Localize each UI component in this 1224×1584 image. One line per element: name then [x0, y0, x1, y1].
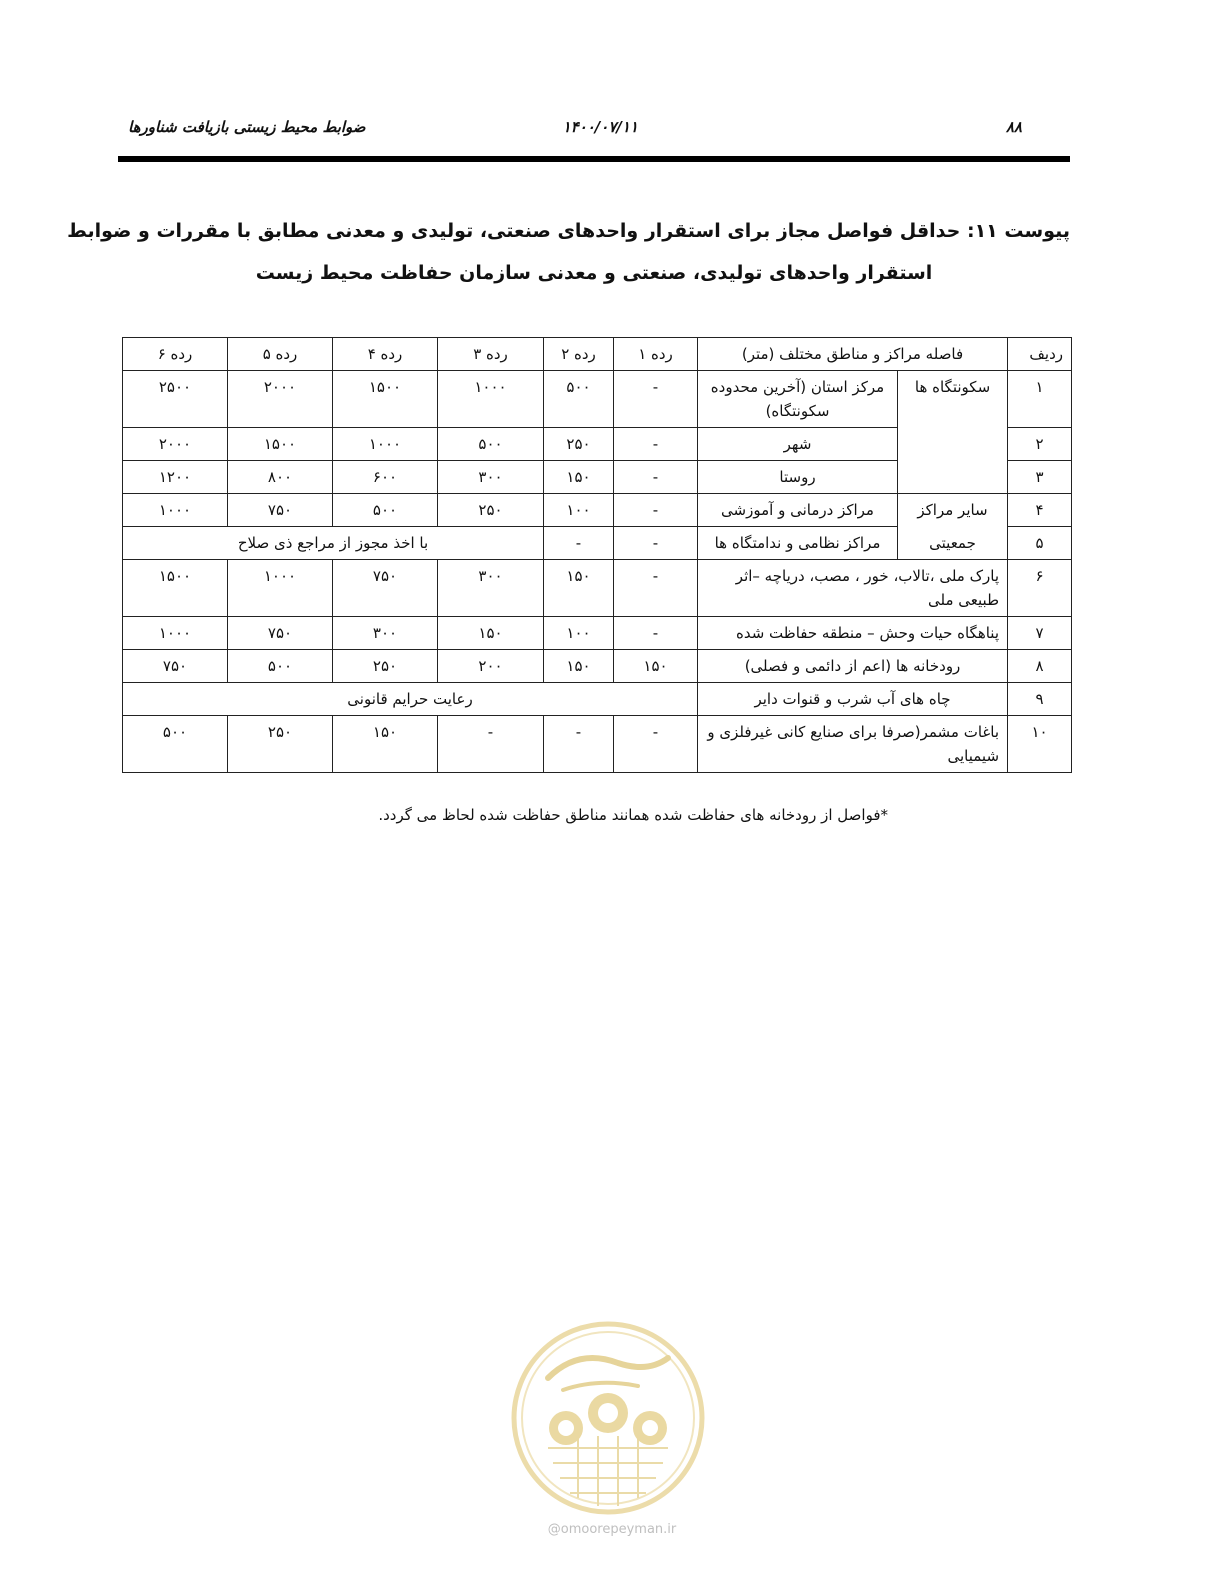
- merged-cell: با اخذ مجوز از مراجع ذی صلاح: [123, 527, 544, 560]
- header-class-2: رده ۲: [544, 338, 614, 371]
- row-number: ۳: [1008, 461, 1072, 494]
- table-header-row: [123, 338, 1072, 371]
- cell-class-1: -: [614, 560, 698, 617]
- cell-class-4: ۶۰۰: [333, 461, 438, 494]
- page-header: [118, 112, 1070, 146]
- table-row: [123, 560, 1072, 617]
- header-class-1: رده ۱: [614, 338, 698, 371]
- cell-class-5: ۸۰۰: [228, 461, 333, 494]
- table-footnote: *فواصل از رودخانه های حفاظت شده همانند مناطق حفاظت شده لحاظ می گردد.: [378, 806, 888, 824]
- cell-class-3: ۵۰۰: [438, 428, 544, 461]
- row-number: ۲: [1008, 428, 1072, 461]
- header-class-4: رده ۴: [333, 338, 438, 371]
- cell-class-4: ۳۰۰: [333, 617, 438, 650]
- row-label: مراکز نظامی و ندامتگاه ها: [698, 527, 898, 560]
- cell-class-5: ۱۵۰۰: [228, 428, 333, 461]
- cell-class-1: -: [614, 494, 698, 527]
- cell-class-2: ۱۰۰: [544, 617, 614, 650]
- header-row-number: ردیف: [1008, 338, 1072, 371]
- table-row: [123, 716, 1072, 773]
- table-row: [123, 371, 1072, 428]
- cell-class-3: ۱۰۰۰: [438, 371, 544, 428]
- cell-class-5: ۷۵۰: [228, 617, 333, 650]
- cell-class-2: ۱۰۰: [544, 494, 614, 527]
- group-settlements: سکونتگاه ها: [898, 371, 1008, 494]
- row-label: پناهگاه حیات وحش – منطقه حفاظت شده: [698, 617, 1008, 650]
- appendix-title-line-1: پیوست ۱۱: حداقل فواصل مجاز برای استقرار واحدهای صنعتی، تولیدی و معدنی مطابق با مقررات و ضوابط: [67, 220, 1070, 242]
- page-number: ۸۸: [1005, 118, 1022, 136]
- cell-class-2: ۱۵۰: [544, 650, 614, 683]
- cell-class-1: -: [614, 527, 698, 560]
- cell-class-4: ۱۵۰: [333, 716, 438, 773]
- cell-class-1: -: [614, 617, 698, 650]
- table-row: [123, 617, 1072, 650]
- row-number: ۹: [1008, 683, 1072, 716]
- cell-class-1: -: [614, 371, 698, 428]
- row-label: باغات مشمر(صرفا برای صنایع کانی غیرفلزی و شیمیایی: [698, 716, 1008, 773]
- cell-class-2: ۵۰۰: [544, 371, 614, 428]
- row-number: ۷: [1008, 617, 1072, 650]
- cell-class-3: -: [438, 716, 544, 773]
- row-number: ۴: [1008, 494, 1072, 527]
- cell-class-3: ۲۰۰: [438, 650, 544, 683]
- cell-class-3: ۲۵۰: [438, 494, 544, 527]
- row-label: رودخانه ها (اعم از دائمی و فصلی): [698, 650, 1008, 683]
- cell-class-6: ۷۵۰: [123, 650, 228, 683]
- cell-class-3: ۱۵۰: [438, 617, 544, 650]
- watermark-logo-icon: [508, 1318, 708, 1518]
- cell-class-5: ۲۰۰۰: [228, 371, 333, 428]
- header-class-6: رده ۶: [123, 338, 228, 371]
- row-number: ۵: [1008, 527, 1072, 560]
- row-label: چاه های آب شرب و قنوات دایر: [698, 683, 1008, 716]
- header-distance: فاصله مراکز و مناطق مختلف (متر): [698, 338, 1008, 371]
- row-number: ۱: [1008, 371, 1072, 428]
- row-label: شهر: [698, 428, 898, 461]
- cell-class-1: -: [614, 716, 698, 773]
- row-label: پارک ملی ،تالاب، خور ، مصب، دریاچه –اثر طبیعی ملی: [698, 560, 1008, 617]
- cell-class-6: ۲۵۰۰: [123, 371, 228, 428]
- cell-class-6: ۱۵۰۰: [123, 560, 228, 617]
- cell-class-6: ۵۰۰: [123, 716, 228, 773]
- appendix-title-line-2: استقرار واحدهای تولیدی، صنعتی و معدنی سازمان حفاظت محیط زیست: [255, 262, 933, 284]
- cell-class-4: ۱۰۰۰: [333, 428, 438, 461]
- watermark-url: @omoorepeyman.ir: [547, 1522, 677, 1537]
- row-number: ۱۰: [1008, 716, 1072, 773]
- cell-class-4: ۱۵۰۰: [333, 371, 438, 428]
- cell-class-2: -: [544, 527, 614, 560]
- row-label: روستا: [698, 461, 898, 494]
- cell-class-1: ۱۵۰: [614, 650, 698, 683]
- cell-class-4: ۷۵۰: [333, 560, 438, 617]
- cell-class-2: ۱۵۰: [544, 560, 614, 617]
- cell-class-5: ۷۵۰: [228, 494, 333, 527]
- row-number: ۶: [1008, 560, 1072, 617]
- cell-class-5: ۲۵۰: [228, 716, 333, 773]
- cell-class-3: ۳۰۰: [438, 461, 544, 494]
- cell-class-1: -: [614, 428, 698, 461]
- cell-class-6: ۱۰۰۰: [123, 494, 228, 527]
- row-number: ۸: [1008, 650, 1072, 683]
- document-title: ضوابط محیط زیستی بازیافت شناورها: [128, 118, 366, 136]
- header-class-3: رده ۳: [438, 338, 544, 371]
- table-row: [123, 683, 1072, 716]
- header-date: ۱۴۰۰/۰۷/۱۱: [562, 118, 638, 136]
- cell-class-2: -: [544, 716, 614, 773]
- table-row: [123, 494, 1072, 527]
- cell-class-3: ۳۰۰: [438, 560, 544, 617]
- cell-class-5: ۱۰۰۰: [228, 560, 333, 617]
- merged-cell: رعایت حرایم قانونی: [123, 683, 698, 716]
- header-rule: [118, 156, 1070, 162]
- cell-class-4: ۵۰۰: [333, 494, 438, 527]
- cell-class-6: ۱۰۰۰: [123, 617, 228, 650]
- header-class-5: رده ۵: [228, 338, 333, 371]
- cell-class-5: ۵۰۰: [228, 650, 333, 683]
- row-label: مراکز درمانی و آموزشی: [698, 494, 898, 527]
- cell-class-6: ۱۲۰۰: [123, 461, 228, 494]
- group-other-centers-1: سایر مراکز: [898, 494, 1008, 527]
- distance-table: [122, 337, 1072, 773]
- cell-class-6: ۲۰۰۰: [123, 428, 228, 461]
- table-row: [123, 650, 1072, 683]
- cell-class-1: -: [614, 461, 698, 494]
- cell-class-4: ۲۵۰: [333, 650, 438, 683]
- cell-class-2: ۲۵۰: [544, 428, 614, 461]
- table-row: [123, 527, 1072, 560]
- row-label: مرکز استان (آخرین محدوده سکونتگاه): [698, 371, 898, 428]
- group-other-centers-2: جمعیتی: [898, 527, 1008, 560]
- cell-class-2: ۱۵۰: [544, 461, 614, 494]
- appendix-title: [67, 210, 1070, 294]
